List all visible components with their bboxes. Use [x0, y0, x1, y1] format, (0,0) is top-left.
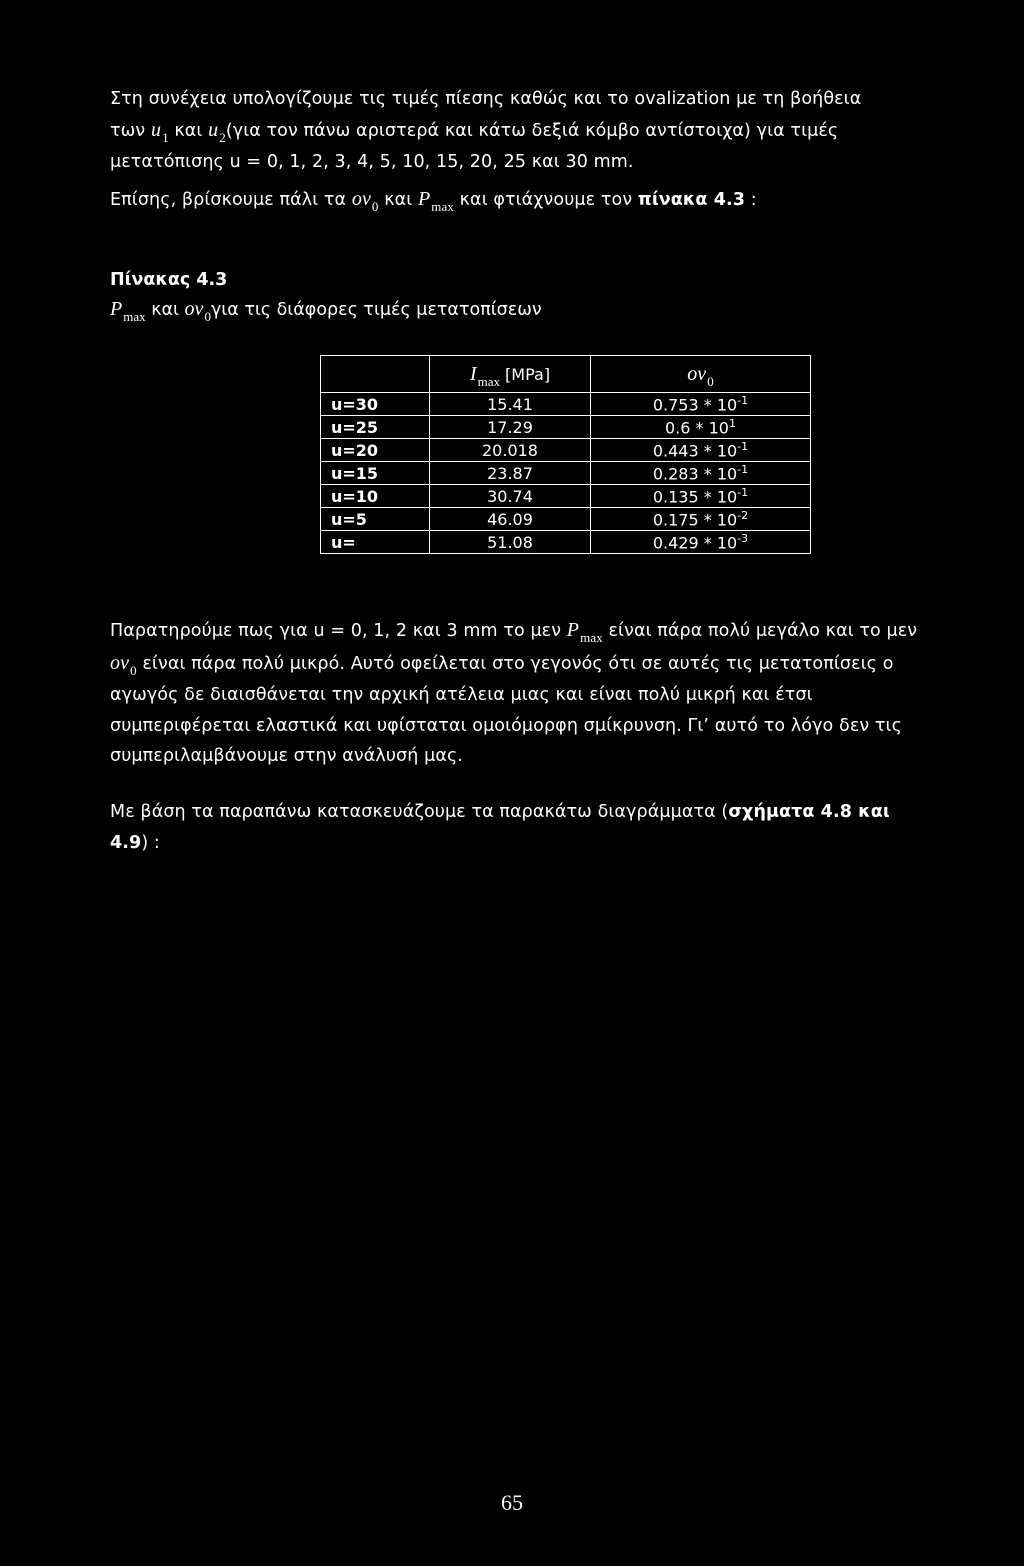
pmax-cell: 23.87: [430, 462, 591, 485]
symbol-pmax: $P_{max}$: [110, 298, 146, 324]
row-label: u=30: [321, 393, 430, 416]
pmax-cell: 46.09: [430, 508, 591, 531]
ov0-cell: $0.175 * 10^{-2}$: [591, 508, 811, 531]
text-segment: είναι πάρα πολύ μεγάλο: [608, 621, 820, 641]
symbol-pmax: $P_{max}$: [566, 619, 603, 645]
table-reference: πίνακα 4.3: [637, 190, 746, 210]
intro-paragraph: [110, 84, 925, 178]
text-segment: (για τον πάνω αριστερά και κάτω δεξιά κόμβο αντίστοιχα) για τιμές: [225, 120, 839, 141]
symbol-ov0: $ov_0$: [110, 651, 137, 678]
text-segment: Επίσης, βρίσκουμε πάλι τα: [110, 190, 347, 210]
row-label: u=20: [321, 439, 430, 462]
text-segment: και: [174, 120, 203, 141]
table-row: [321, 439, 811, 462]
row-label: u=25: [321, 416, 430, 439]
row-label: u=15: [321, 462, 430, 485]
page-number: 65: [501, 1490, 523, 1515]
pmax-cell: 17.29: [430, 416, 591, 439]
table-row: [321, 393, 811, 416]
table-intro-paragraph: [110, 184, 925, 217]
text-segment: και φτιάχνουμε τον: [459, 190, 633, 210]
table-caption-text: [110, 298, 542, 324]
observation-paragraph: [110, 615, 925, 772]
text-segment: και: [384, 190, 413, 210]
text-segment: και το μεν: [825, 621, 918, 641]
ov0-cell: $0.6 * 10^1$: [591, 416, 811, 439]
pmax-cell: 15.41: [430, 393, 591, 416]
ov0-cell: $0.443 * 10^{-1}$: [591, 439, 811, 462]
text-segment: για τις διάφορες τιμές μετατοπίσεων: [210, 300, 542, 320]
results-table: [320, 355, 811, 554]
ov0-cell: $0.283 * 10^{-1}$: [591, 462, 811, 485]
text-segment: των: [110, 120, 146, 141]
text-segment: είναι πάρα πολύ μικρό. Αυτό οφείλεται στο γεγονός ότι σε αυτές τις μετατοπίσεις ο αγωγός δε διαισθάνεται την αρχική ατέλεια μιας και είναι πολύ μικρή και έτσι συμπεριφέρεται ελαστικά και υφίσταται ομοιόμορφη σμίκρυνση. Γι’ αυτό το λόγο δεν τις συμπεριλαμβάνουμε στην ανάλυσή μας.: [110, 653, 902, 766]
symbol-pmax: $P_{max}$: [417, 188, 454, 214]
diagrams-paragraph: [110, 797, 925, 858]
header-pmax: $I_{max}$ [MPa]: [430, 356, 591, 393]
text-segment: και: [151, 300, 179, 320]
intro-line-1: Στη συνέχεια υπολογίζουμε τις τιμές πίεσης καθώς και το ovalization με τη βοήθεια: [110, 89, 862, 109]
row-label: u=10: [321, 485, 430, 508]
header-empty-cell: [321, 356, 430, 393]
pmax-cell: 30.74: [430, 485, 591, 508]
pmax-cell: 51.08: [430, 531, 591, 554]
intro-line-2: [110, 115, 925, 148]
figure-reference: σχήματα 4.8 και 4.9: [110, 802, 890, 853]
row-label: u=: [321, 531, 430, 554]
table-row: [321, 416, 811, 439]
text-segment: ) :: [141, 832, 160, 853]
row-label: u=5: [321, 508, 430, 531]
header-ov0: $ov_0$: [591, 356, 811, 393]
symbol-ov0: $ov_0$: [184, 298, 211, 324]
ov0-cell: $0.429 * 10^{-3}$: [591, 531, 811, 554]
ov0-cell: $0.135 * 10^{-1}$: [591, 485, 811, 508]
table-header-row: [321, 356, 811, 393]
table-row: [321, 508, 811, 531]
text-segment: :: [745, 190, 757, 210]
symbol-ov0: $ov_0$: [351, 188, 379, 214]
table-row: [321, 531, 811, 554]
pmax-cell: 20.018: [430, 439, 591, 462]
intro-line-3: μετατόπισης u = 0, 1, 2, 3, 4, 5, 10, 15, 20, 25 και 30 mm.: [110, 152, 634, 172]
text-segment: Παρατηρούμε πως για u = 0, 1, 2 και 3 mm το μεν: [110, 621, 562, 641]
text-segment: Με βάση τα παραπάνω κατασκευάζουμε τα παρακάτω διαγράμματα (: [110, 802, 729, 822]
table-row: [321, 462, 811, 485]
symbol-u1: $u_1$: [150, 118, 169, 145]
table-caption-title: Πίνακας 4.3: [110, 270, 228, 290]
ov0-cell: $0.753 * 10^{-1}$: [591, 393, 811, 416]
symbol-u2: $u_2$: [208, 118, 226, 145]
table-row: [321, 485, 811, 508]
